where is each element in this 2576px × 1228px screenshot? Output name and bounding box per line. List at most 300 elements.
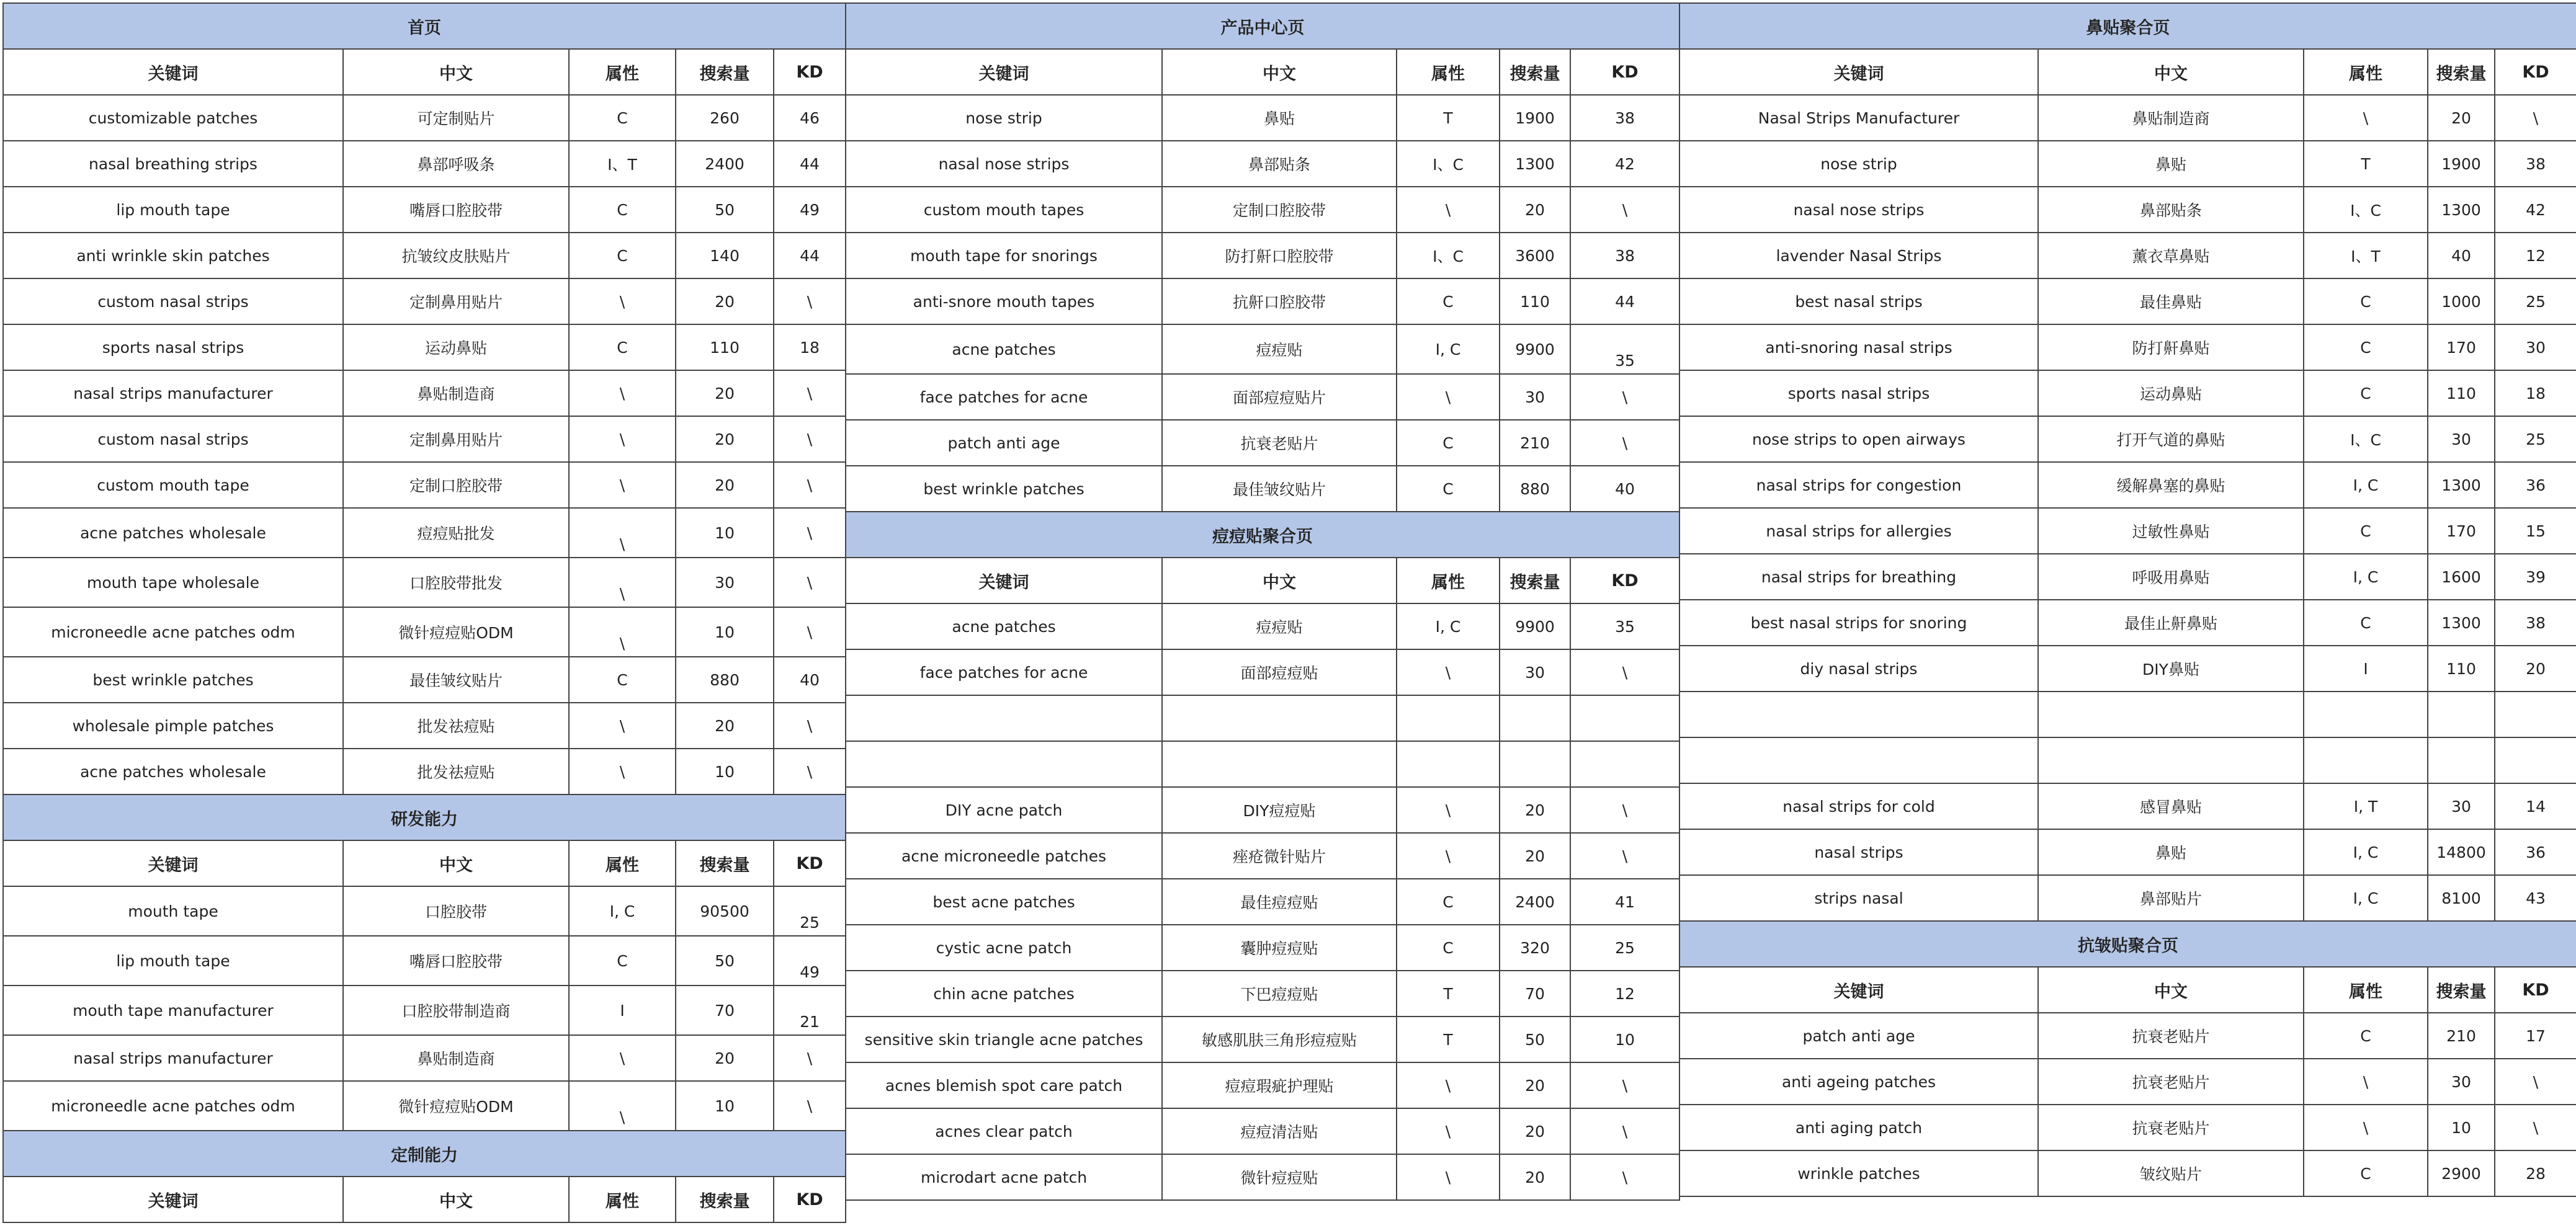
table-cell: \ [569,1081,676,1131]
table-cell: custom mouth tapes [846,187,1162,233]
table-cell: 2900 [2428,1150,2495,1196]
table-cell: nasal strips for cold [1679,783,2038,829]
table-cell: 定制鼻用贴片 [343,278,569,324]
table-cell: 50 [676,187,774,233]
table-cell: 17 [2495,1013,2576,1059]
table-cell: \ [774,278,846,324]
table-cell: 8100 [2428,875,2495,921]
table-cell: 210 [2428,1013,2495,1059]
table-cell: diy nasal strips [1679,646,2038,692]
table-cell: nose strip [1679,141,2038,187]
header-row [846,49,1679,95]
section-title: 抗皱贴聚合页 [1679,921,2576,967]
table-cell: 定制口腔胶带 [1162,187,1397,233]
table-cell: DIY鼻贴 [2038,646,2304,692]
table-row [846,420,1679,466]
column-header: KD [774,1177,846,1222]
table-cell: best acne patches [846,879,1162,925]
column-header: 搜索量 [676,840,774,886]
table-cell: nasal strips for allergies [1679,508,2038,554]
column-header: 中文 [343,840,569,886]
table-cell: C [1397,420,1500,466]
table-cell: 20 [676,370,774,416]
table-cell: I, C [2304,829,2428,875]
table-cell: 10 [1570,1017,1679,1062]
table-row [1679,737,2576,783]
table-cell: mouth tape wholesale [3,558,343,607]
table-cell: DIY痘痘贴 [1162,787,1397,833]
table-cell: 9900 [1500,603,1570,649]
table-cell: I, T [2304,783,2428,829]
table-row [3,703,846,749]
header-row [3,840,846,886]
table-cell: 10 [676,607,774,657]
table-cell: 2400 [676,141,774,187]
keyword-table [845,2,1680,1201]
table-cell: nasal nose strips [846,141,1162,187]
table-cell: 28 [2495,1150,2576,1196]
table-cell: 44 [1570,278,1679,324]
table-cell: Nasal Strips Manufacturer [1679,95,2038,141]
table-cell: 20 [676,416,774,462]
column-header: 搜索量 [2428,967,2495,1013]
table-cell: I、T [2304,233,2428,278]
table-row [1679,187,2576,233]
table-row [1679,783,2576,829]
table-row [846,187,1679,233]
table-cell: 鼻贴 [2038,141,2304,187]
table-cell: C [569,936,676,986]
table-cell [1679,692,2038,737]
table-cell: 110 [1500,278,1570,324]
table-cell: patch anti age [846,420,1162,466]
table-cell: 感冒鼻贴 [2038,783,2304,829]
table-row [1679,141,2576,187]
table-row [3,749,846,794]
table-cell: acnes blemish spot care patch [846,1062,1162,1108]
column-header: 搜索量 [2428,49,2495,95]
table-cell: I, C [2304,875,2428,921]
table-cell: 口腔胶带制造商 [343,986,569,1035]
table-row [1679,829,2576,875]
table-cell: \ [569,370,676,416]
table-cell: I、C [2304,187,2428,233]
table-cell: 鼻部贴片 [2038,875,2304,921]
table-cell: 18 [774,324,846,370]
table-cell: anti-snore mouth tapes [846,278,1162,324]
section-title: 首页 [3,3,846,49]
table-cell: I, C [1397,603,1500,649]
column-header: 中文 [1162,49,1397,95]
keyword-table [2,2,846,1223]
table-cell: \ [1397,1108,1500,1154]
table-row [846,141,1679,187]
table-cell: 1000 [2428,278,2495,324]
table-cell: 25 [2495,278,2576,324]
table-cell: 20 [1500,1108,1570,1154]
table-cell: \ [1570,1108,1679,1154]
table-cell: T [1397,1017,1500,1062]
table-cell: 42 [2495,187,2576,233]
table-cell: custom mouth tape [3,462,343,508]
table-cell: \ [2495,95,2576,141]
table-cell: 口腔胶带批发 [343,558,569,607]
table-cell: 1900 [1500,95,1570,141]
table-cell: 20 [1500,1154,1570,1200]
table-cell: 10 [676,749,774,794]
table-cell: 口腔胶带 [343,886,569,936]
table-cell: C [2304,278,2428,324]
table-cell: 痘痘瑕疵护理贴 [1162,1062,1397,1108]
table-row [3,936,846,986]
table-cell: 36 [2495,462,2576,508]
table-row [3,558,846,607]
column-header: 中文 [343,49,569,95]
table-cell: 30 [1500,649,1570,695]
column-header: 属性 [2304,967,2428,1013]
column-header: 搜索量 [1500,558,1570,603]
section-title-row [1679,3,2576,49]
table-cell: 260 [676,95,774,141]
table-cell: 50 [676,936,774,986]
table-cell: nasal strips for breathing [1679,554,2038,600]
table-row [1679,1013,2576,1059]
table-cell: best wrinkle patches [846,466,1162,512]
table-cell: 10 [676,508,774,558]
table-row [3,1035,846,1081]
table-cell: 20 [676,278,774,324]
table-cell: 最佳痘痘贴 [1162,879,1397,925]
table-cell: 49 [774,187,846,233]
table-row [1679,462,2576,508]
table-cell: sensitive skin triangle acne patches [846,1017,1162,1062]
table-cell: C [569,187,676,233]
table-cell: 39 [2495,554,2576,600]
table-row [846,466,1679,512]
table-cell: 皱纹贴片 [2038,1150,2304,1196]
table-cell: \ [2495,1059,2576,1105]
table-cell: 30 [2428,416,2495,462]
table-cell: C [1397,466,1500,512]
table-row [3,886,846,936]
table-cell: 12 [2495,233,2576,278]
column-header: 属性 [569,1177,676,1222]
header-row [1679,967,2576,1013]
table-cell: 210 [1500,420,1570,466]
column-header: 搜索量 [676,49,774,95]
table-cell: 49 [774,936,846,986]
table-cell: 42 [1570,141,1679,187]
section-title: 研发能力 [3,794,846,840]
keyword-table [1679,2,2576,1197]
table-cell: 14800 [2428,829,2495,875]
table-cell: 25 [774,886,846,936]
table-cell: nose strip [846,95,1162,141]
table-cell: face patches for acne [846,649,1162,695]
table-cell: 40 [1570,466,1679,512]
table-cell: nasal breathing strips [3,141,343,187]
table-cell: 1300 [2428,462,2495,508]
table-cell: 25 [1570,925,1679,971]
column-header: 中文 [2038,49,2304,95]
table-row [846,374,1679,420]
column-header: 关键词 [846,49,1162,95]
table-cell: 20 [676,703,774,749]
table-cell: lip mouth tape [3,936,343,986]
table-cell [1570,741,1679,787]
table-cell: 抗衰老贴片 [2038,1059,2304,1105]
table-row [3,278,846,324]
table-cell: strips nasal [1679,875,2038,921]
table-cell: I, C [569,886,676,936]
table-cell: 嘴唇口腔胶带 [343,936,569,986]
header-row [1679,49,2576,95]
table-cell: 44 [774,233,846,278]
table-cell: 38 [1570,95,1679,141]
table-cell: 30 [676,558,774,607]
table-row [846,971,1679,1017]
table-row [1679,233,2576,278]
section-title-row [846,3,1679,49]
table-cell: 35 [1570,603,1679,649]
table-cell: \ [774,1081,846,1131]
table-cell: 鼻贴制造商 [343,370,569,416]
section-title-row [846,512,1679,558]
panel-middle [845,2,1679,1201]
table-cell: DIY acne patch [846,787,1162,833]
table-cell: I, C [2304,554,2428,600]
header-row [3,49,846,95]
table-cell: 批发祛痘贴 [343,703,569,749]
table-cell [1500,695,1570,741]
table-cell: 9900 [1500,324,1570,374]
table-cell: C [2304,508,2428,554]
table-cell: 痘痘贴 [1162,603,1397,649]
table-cell [2038,692,2304,737]
header-row [3,1177,846,1222]
table-row [1679,1150,2576,1196]
table-cell: \ [1570,787,1679,833]
table-cell: 43 [2495,875,2576,921]
table-cell: sports nasal strips [1679,370,2038,416]
table-cell [1397,741,1500,787]
table-row [1679,324,2576,370]
table-cell: I、T [569,141,676,187]
table-cell: \ [1397,649,1500,695]
table-cell: 嘴唇口腔胶带 [343,187,569,233]
table-cell [2495,692,2576,737]
table-row [1679,875,2576,921]
table-cell: \ [2304,1105,2428,1150]
table-cell: \ [2495,1105,2576,1150]
table-cell: 12 [1570,971,1679,1017]
table-cell: 30 [2428,783,2495,829]
table-cell: 面部痘痘贴 [1162,649,1397,695]
table-cell: \ [569,1035,676,1081]
column-header: 关键词 [3,840,343,886]
table-cell: 36 [2495,829,2576,875]
table-cell: 批发祛痘贴 [343,749,569,794]
table-row [3,607,846,657]
column-header: 属性 [1397,49,1500,95]
table-cell: custom nasal strips [3,278,343,324]
table-cell [2495,737,2576,783]
table-cell: 170 [2428,324,2495,370]
table-cell: 抗皱纹皮肤贴片 [343,233,569,278]
table-cell: 鼻部贴条 [1162,141,1397,187]
table-row [846,1154,1679,1200]
table-cell: 1600 [2428,554,2495,600]
table-cell: nasal strips manufacturer [3,370,343,416]
table-cell: face patches for acne [846,374,1162,420]
table-cell: wrinkle patches [1679,1150,2038,1196]
column-header: KD [1570,49,1679,95]
table-cell: 最佳皱纹贴片 [1162,466,1397,512]
table-cell: T [1397,95,1500,141]
section-title: 鼻贴聚合页 [1679,3,2576,49]
table-cell: 20 [1500,787,1570,833]
table-cell: 90500 [676,886,774,936]
column-header: 中文 [1162,558,1397,603]
table-cell: 鼻贴 [2038,829,2304,875]
table-cell: \ [1570,374,1679,420]
table-row [1679,692,2576,737]
table-cell: mouth tape [3,886,343,936]
table-cell: patch anti age [1679,1013,2038,1059]
section-title: 痘痘贴聚合页 [846,512,1679,558]
table-cell: 囊肿痘痘贴 [1162,925,1397,971]
table-cell: acne patches [846,603,1162,649]
column-header: KD [774,840,846,886]
table-cell: 20 [676,462,774,508]
table-row [3,986,846,1035]
table-row [1679,646,2576,692]
table-cell: nasal nose strips [1679,187,2038,233]
table-cell: 微针痘痘贴 [1162,1154,1397,1200]
table-cell: 最佳止鼾鼻贴 [2038,600,2304,646]
table-cell: 定制鼻用贴片 [343,416,569,462]
table-cell: 18 [2495,370,2576,416]
column-header: 中文 [343,1177,569,1222]
table-row [846,695,1679,741]
table-row [3,187,846,233]
table-cell: C [2304,1150,2428,1196]
table-cell: 1900 [2428,141,2495,187]
table-cell: 40 [774,657,846,703]
table-cell: 41 [1570,879,1679,925]
table-row [1679,95,2576,141]
table-cell: \ [1570,1154,1679,1200]
table-cell: 880 [1500,466,1570,512]
table-cell: mouth tape manufacturer [3,986,343,1035]
table-cell: 定制口腔胶带 [343,462,569,508]
column-header: 搜索量 [676,1177,774,1222]
table-cell: 38 [2495,141,2576,187]
table-cell: 防打鼾鼻贴 [2038,324,2304,370]
table-cell: I [2304,646,2428,692]
table-cell: acne patches wholesale [3,508,343,558]
table-cell: 可定制贴片 [343,95,569,141]
table-cell: 抗衰老贴片 [2038,1105,2304,1150]
section-title-row [1679,921,2576,967]
table-cell: nose strips to open airways [1679,416,2038,462]
table-cell: wholesale pimple patches [3,703,343,749]
table-row [846,787,1679,833]
table-cell [1162,741,1397,787]
table-cell: 15 [2495,508,2576,554]
table-cell: \ [569,508,676,558]
table-cell: 30 [2428,1059,2495,1105]
table-row [3,462,846,508]
table-cell [2038,737,2304,783]
table-cell: I, C [2304,462,2428,508]
table-cell: acne patches [846,324,1162,374]
table-cell: 1300 [1500,141,1570,187]
table-row [846,925,1679,971]
table-row [846,233,1679,278]
column-header: 关键词 [3,1177,343,1222]
table-row [1679,278,2576,324]
table-cell: 痘痘贴 [1162,324,1397,374]
table-row [1679,1059,2576,1105]
table-cell: 痘痘贴批发 [343,508,569,558]
table-cell: 运动鼻贴 [2038,370,2304,416]
table-row [846,278,1679,324]
table-cell: anti-snoring nasal strips [1679,324,2038,370]
table-cell: 10 [676,1081,774,1131]
table-cell [1500,741,1570,787]
table-cell: 20 [1500,187,1570,233]
table-cell: 最佳皱纹贴片 [343,657,569,703]
table-cell: 880 [676,657,774,703]
table-cell: \ [1570,1062,1679,1108]
table-row [1679,416,2576,462]
table-cell: \ [1397,833,1500,879]
table-cell: 2400 [1500,879,1570,925]
column-header: 属性 [2304,49,2428,95]
column-header: 属性 [569,49,676,95]
table-cell: C [2304,324,2428,370]
section-title-row [3,3,846,49]
table-cell: 缓解鼻塞的鼻贴 [2038,462,2304,508]
section-title-row [3,794,846,840]
table-cell: nasal strips for congestion [1679,462,2038,508]
table-row [846,324,1679,374]
table-row [846,833,1679,879]
table-cell: 170 [2428,508,2495,554]
panel-right [1679,2,2576,1197]
table-cell: 50 [1500,1017,1570,1062]
column-header: 关键词 [1679,49,2038,95]
table-cell: C [569,95,676,141]
table-cell: acne microneedle patches [846,833,1162,879]
table-cell: 3600 [1500,233,1570,278]
table-cell: 鼻贴 [1162,95,1397,141]
table-cell [1397,695,1500,741]
table-cell: \ [774,370,846,416]
table-row [846,1108,1679,1154]
table-row [3,370,846,416]
table-row [846,1017,1679,1062]
table-row [1679,600,2576,646]
table-cell: acnes clear patch [846,1108,1162,1154]
table-cell: 下巴痘痘贴 [1162,971,1397,1017]
table-cell: 25 [2495,416,2576,462]
table-cell: chin acne patches [846,971,1162,1017]
table-cell: 20 [1500,833,1570,879]
table-cell: \ [569,749,676,794]
table-cell: C [2304,600,2428,646]
